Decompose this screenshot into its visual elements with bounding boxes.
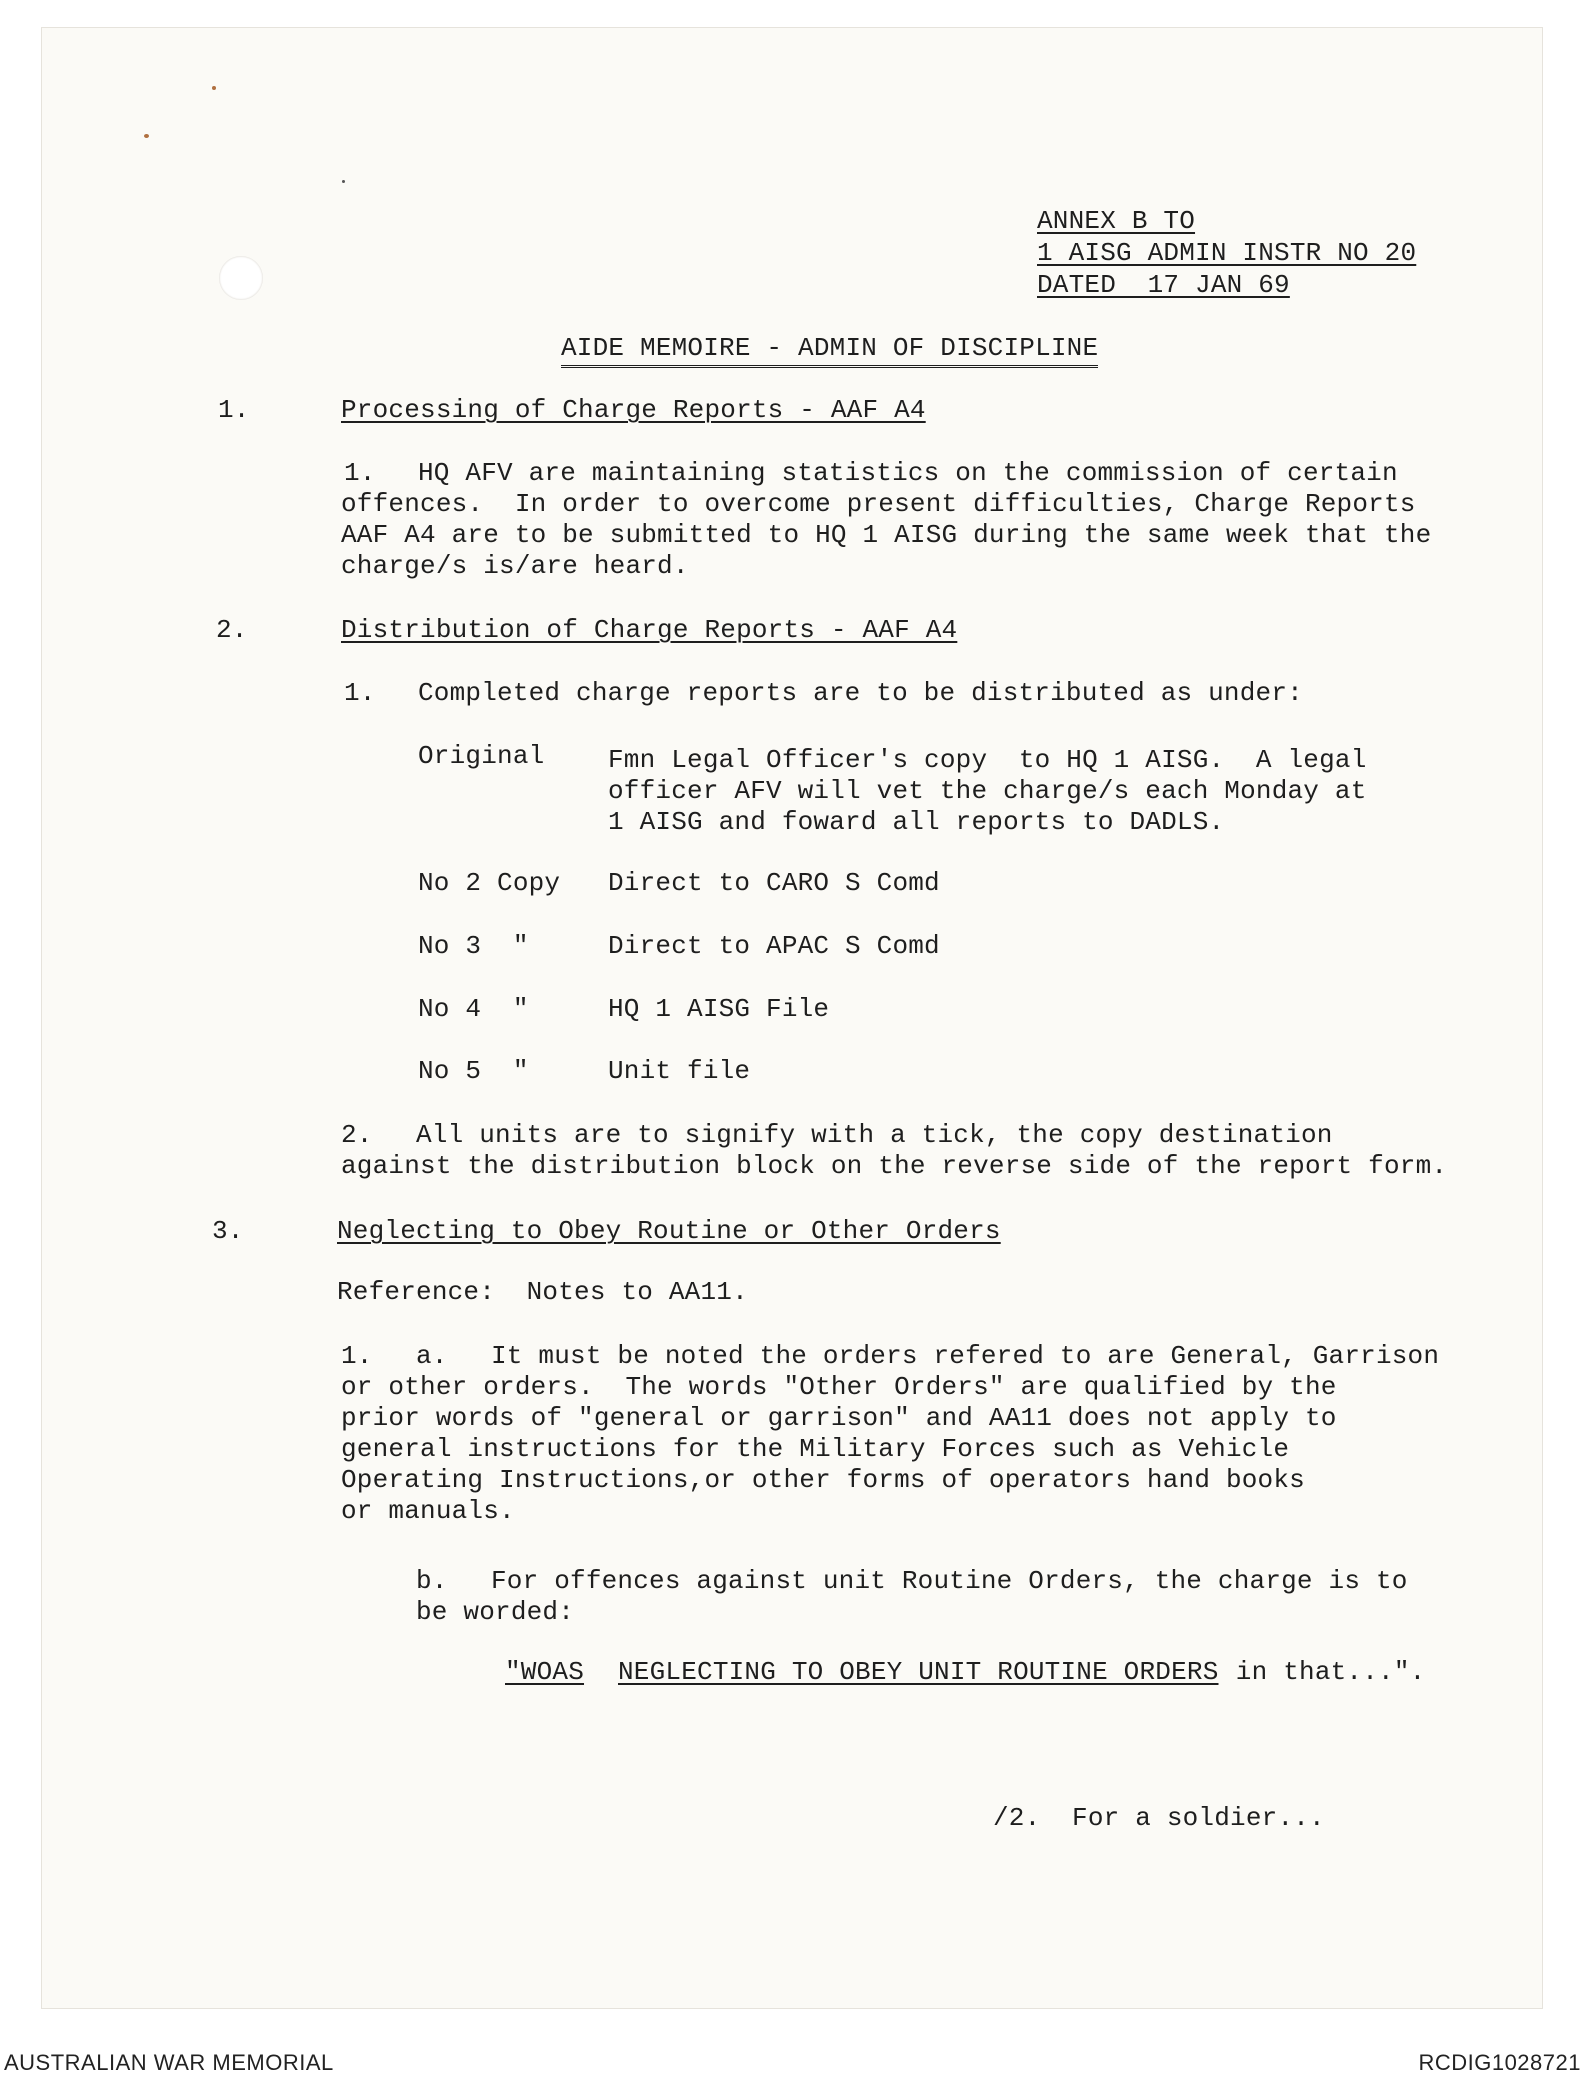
document-title: AIDE MEMOIRE - ADMIN OF DISCIPLINE (561, 333, 1098, 368)
subpara-a-label: a. (416, 1341, 448, 1371)
section-1-para-line: AAF A4 are to be submitted to HQ 1 AISG during the same week that the (341, 520, 1432, 550)
distribution-copy-label: No 2 Copy (418, 868, 561, 898)
section-2-number: 2. (216, 615, 248, 645)
annex-line-1: ANNEX B TO (1037, 206, 1196, 236)
distribution-copy-label: No 3 " (418, 931, 529, 961)
section-2-para-2-line: against the distribution block on the reverse side of the report form. (341, 1151, 1448, 1181)
subpara-a-line: general instructions for the Military Forces such as Vehicle (341, 1434, 1290, 1464)
section-3-heading: Neglecting to Obey Routine or Other Orders (337, 1216, 1001, 1246)
paper-speck (342, 180, 345, 183)
subpara-a-line: or manuals. (341, 1496, 515, 1526)
subpara-a-line: Operating Instructions,or other forms of operators hand books (341, 1465, 1305, 1495)
section-2-para-1-number: 1. (344, 678, 376, 708)
section-2-para-2-line: All units are to signify with a tick, the copy destination (416, 1120, 1333, 1150)
subpara-b-line: For offences against unit Routine Orders, the charge is to (491, 1566, 1408, 1596)
section-1-para-number: 1. (344, 458, 376, 488)
section-1-heading: Processing of Charge Reports - AAF A4 (341, 395, 926, 425)
distribution-destination: Direct to APAC S Comd (608, 931, 940, 961)
section-2-para-2-number: 2. (341, 1120, 373, 1150)
annex-line-3: DATED 17 JAN 69 (1037, 270, 1290, 300)
footer-record-id: RCDIG1028721 (1418, 2050, 1581, 2075)
paper-speck (144, 134, 149, 138)
distribution-destination: Fmn Legal Officer's copy to HQ 1 AISG. A legal (608, 745, 1367, 775)
distribution-destination: 1 AISG and foward all reports to DADLS. (608, 807, 1225, 837)
distribution-copy-label: Original (418, 741, 545, 771)
subpara-a-line: It must be noted the orders refered to are General, Garrison (491, 1341, 1440, 1371)
continuation-note: /2. For a soldier... (993, 1803, 1325, 1833)
distribution-destination: HQ 1 AISG File (608, 994, 830, 1024)
charge-wording-tail: in that...". (1220, 1657, 1426, 1687)
subpara-a-line: or other orders. The words "Other Orders" are qualified by the (341, 1372, 1337, 1402)
section-1-para-line: charge/s is/are heard. (341, 551, 689, 581)
section-2-heading: Distribution of Charge Reports - AAF A4 (341, 615, 958, 645)
subpara-b-label: b. (416, 1566, 448, 1596)
section-3-reference: Reference: Notes to AA11. (337, 1277, 748, 1307)
section-1-para-line: HQ AFV are maintaining statistics on the commission of certain (418, 458, 1398, 488)
distribution-copy-label: No 4 " (418, 994, 529, 1024)
punch-hole (219, 256, 263, 300)
section-1-para-line: offences. In order to overcome present difficulties, Charge Reports (341, 489, 1416, 519)
distribution-copy-label: No 5 " (418, 1056, 529, 1086)
section-3-number: 3. (212, 1216, 244, 1246)
distribution-destination: Unit file (608, 1056, 751, 1086)
distribution-destination: Direct to CARO S Comd (608, 868, 940, 898)
charge-wording-offence: NEGLECTING TO OBEY UNIT ROUTINE ORDERS (618, 1657, 1219, 1687)
charge-wording-woas: "WOAS (505, 1657, 585, 1687)
paper-speck (212, 86, 216, 90)
annex-line-2: 1 AISG ADMIN INSTR NO 20 (1037, 238, 1417, 268)
subpara-a-line: prior words of "general or garrison" and AA11 does not apply to (341, 1403, 1337, 1433)
section-1-number: 1. (218, 395, 250, 425)
subpara-b-line: be worded: (416, 1597, 575, 1627)
distribution-destination: officer AFV will vet the charge/s each Monday at (608, 776, 1367, 806)
section-3-para-number: 1. (341, 1341, 373, 1371)
footer-archive-name: AUSTRALIAN WAR MEMORIAL (4, 2050, 334, 2075)
section-2-para-1-text: Completed charge reports are to be distributed as under: (418, 678, 1303, 708)
